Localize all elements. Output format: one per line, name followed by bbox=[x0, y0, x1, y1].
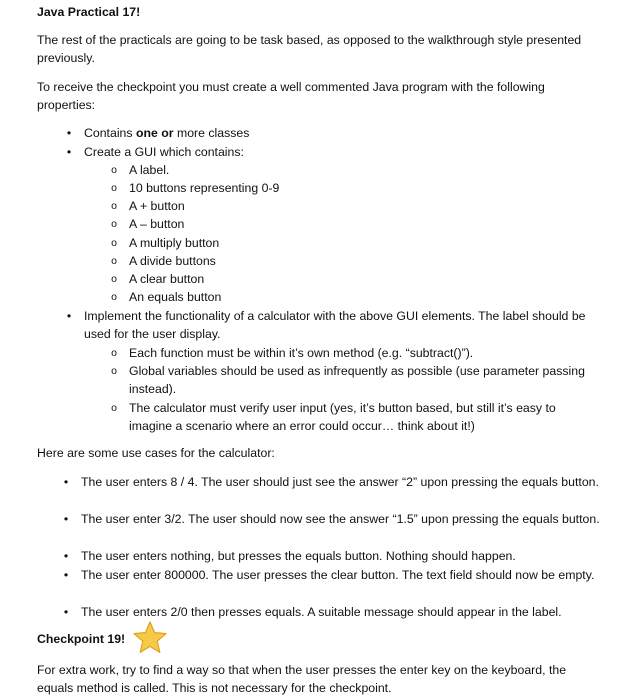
bullet: • bbox=[63, 568, 69, 582]
gui-item: A divide buttons bbox=[129, 254, 216, 268]
sub-bullet: o bbox=[111, 365, 117, 377]
checkpoint-requirements: To receive the checkpoint you must create a well commented Java program with the following properties: bbox=[37, 80, 545, 112]
intro-paragraph: The rest of the practicals are going to be task based, as opposed to the walkthrough style presented previously. bbox=[37, 33, 582, 65]
page-title: Java Practical 17! bbox=[37, 5, 141, 19]
use-case: The user enters 8 / 4. The user should just see the answer “2” upon pressing the equals button. bbox=[81, 475, 599, 489]
bullet: • bbox=[63, 512, 69, 526]
impl-item: The calculator must verify user input (yes, it’s button based, but still it’s easy to imagine a scenario where an error could occur… think about it!) bbox=[129, 401, 556, 433]
sub-bullet: o bbox=[111, 402, 117, 414]
gui-item: 10 buttons representing 0-9 bbox=[129, 181, 280, 195]
impl-item: Each function must be within it’s own method (e.g. “subtract()”). bbox=[129, 346, 474, 360]
use-case: The user enter 800000. The user presses the clear button. The text field should now be empty. bbox=[81, 568, 595, 582]
sub-bullet: o bbox=[111, 164, 117, 176]
bullet: • bbox=[66, 309, 72, 323]
impl-item: Global variables should be used as infrequently as possible (use parameter passing instead). bbox=[129, 364, 585, 396]
bullet: • bbox=[66, 145, 72, 159]
gui-item: A label. bbox=[129, 163, 170, 177]
bullet: • bbox=[66, 126, 72, 140]
sub-bullet: o bbox=[111, 237, 117, 249]
use-case: The user enters nothing, but presses the equals button. Nothing should happen. bbox=[81, 549, 516, 563]
bullet: • bbox=[63, 549, 69, 563]
bullet: • bbox=[63, 605, 69, 619]
sub-bullet: o bbox=[111, 182, 117, 194]
gui-item: A clear button bbox=[129, 272, 205, 286]
sub-bullet: o bbox=[111, 255, 117, 267]
gui-item: A – button bbox=[129, 217, 185, 231]
gui-item: A + button bbox=[129, 199, 185, 213]
requirement-gui: Create a GUI which contains: bbox=[84, 145, 244, 159]
use-case: The user enter 3/2. The user should now see the answer “1.5” upon pressing the equals button. bbox=[81, 512, 600, 526]
gui-item: A multiply button bbox=[129, 236, 220, 250]
extra-work-paragraph: For extra work, try to find a way so that when the user presses the enter key on the keyboard, the equals method is called. This is not necessary for the checkpoint. bbox=[37, 663, 567, 695]
gui-item: An equals button bbox=[129, 290, 222, 304]
sub-bullet: o bbox=[111, 347, 117, 359]
star-icon bbox=[132, 620, 168, 654]
sub-bullet: o bbox=[111, 200, 117, 212]
checkpoint-title: Checkpoint 19! bbox=[37, 632, 126, 646]
use-case: The user enters 2/0 then presses equals. A suitable message should appear in the label. bbox=[81, 605, 562, 619]
bullet: • bbox=[63, 475, 69, 489]
requirement-classes: Contains one or more classes bbox=[84, 126, 250, 140]
sub-bullet: o bbox=[111, 218, 117, 230]
requirement-implement: Implement the functionality of a calculator with the above GUI elements. The label should be used for the user display. bbox=[84, 309, 586, 341]
sub-bullet: o bbox=[111, 273, 117, 285]
sub-bullet: o bbox=[111, 291, 117, 303]
use-cases-intro: Here are some use cases for the calculator: bbox=[37, 446, 275, 460]
